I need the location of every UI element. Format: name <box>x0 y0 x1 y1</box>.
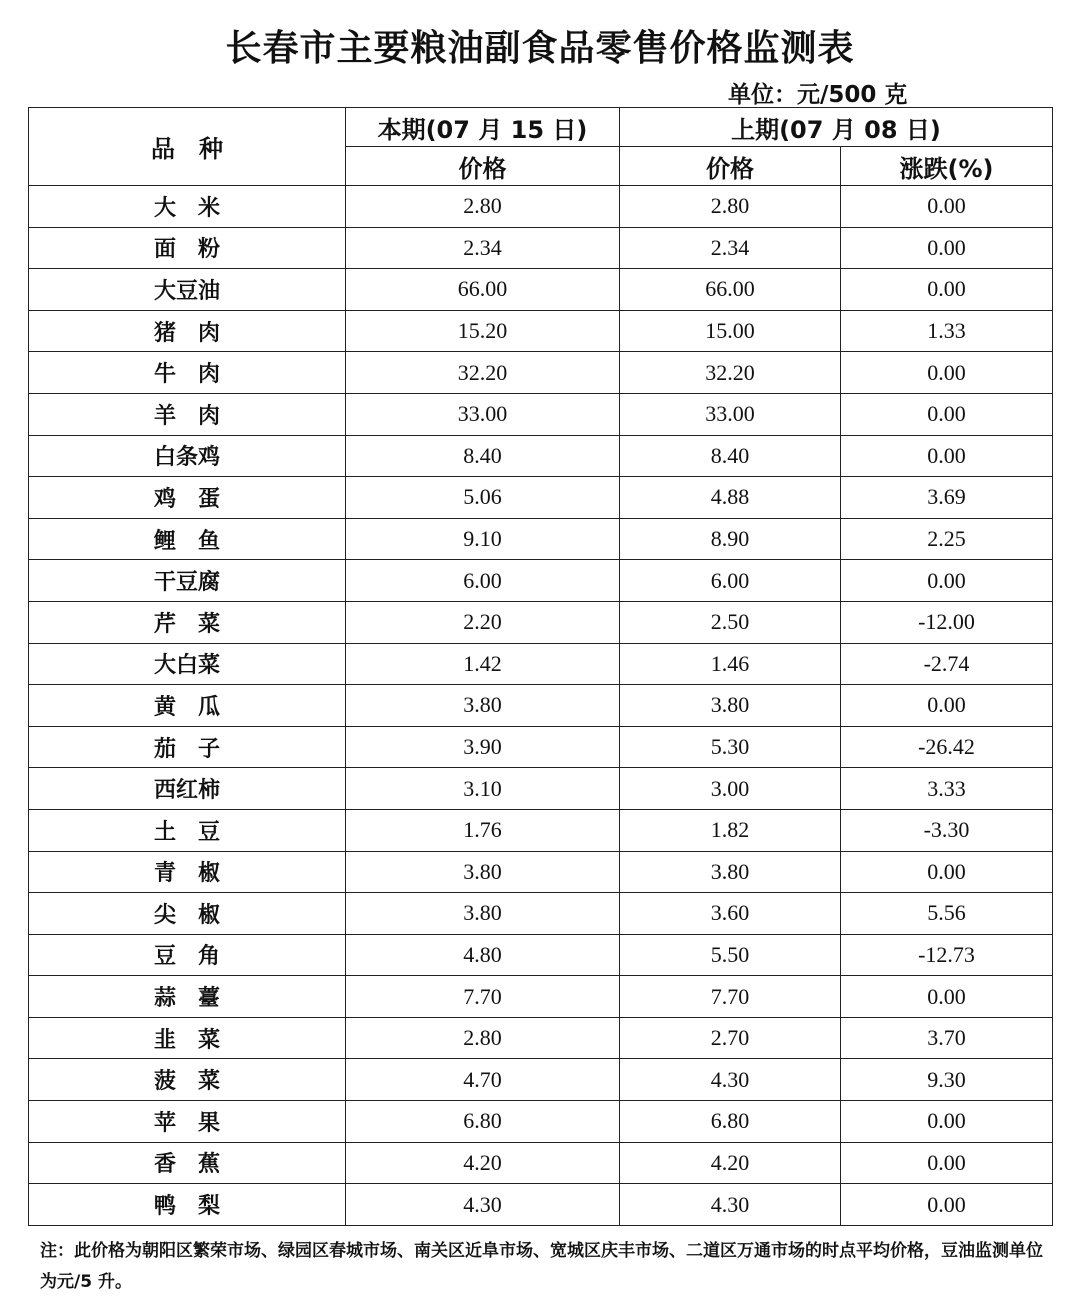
change-percent: -26.42 <box>841 726 1053 768</box>
table-row <box>29 1017 1053 1059</box>
item-name: 芹 菜 <box>29 601 346 643</box>
table-row <box>29 685 1053 727</box>
table-row <box>29 560 1053 602</box>
table-row <box>29 851 1053 893</box>
header-change: 涨跌(%) <box>841 147 1053 186</box>
current-price: 2.34 <box>346 227 620 269</box>
page-title: 长春市主要粮油副食品零售价格监测表 <box>225 28 855 69</box>
previous-price: 4.20 <box>620 1142 841 1184</box>
change-percent: 0.00 <box>841 560 1053 602</box>
change-percent: 0.00 <box>841 1142 1053 1184</box>
change-percent: 1.33 <box>841 310 1053 352</box>
previous-price: 15.00 <box>620 310 841 352</box>
item-name: 土 豆 <box>29 809 346 851</box>
current-price: 3.80 <box>346 851 620 893</box>
current-price: 6.00 <box>346 560 620 602</box>
change-percent: -3.30 <box>841 809 1053 851</box>
item-name: 猪 肉 <box>29 310 346 352</box>
table-row <box>29 1059 1053 1101</box>
change-percent: 3.69 <box>841 477 1053 519</box>
change-percent: 0.00 <box>841 393 1053 435</box>
change-percent: 0.00 <box>841 1184 1053 1226</box>
change-percent: 0.00 <box>841 352 1053 394</box>
item-name: 茄 子 <box>29 726 346 768</box>
current-price: 3.90 <box>346 726 620 768</box>
table-row <box>29 726 1053 768</box>
previous-price: 2.34 <box>620 227 841 269</box>
item-name: 鸭 梨 <box>29 1184 346 1226</box>
table-row <box>29 393 1053 435</box>
change-percent: 9.30 <box>841 1059 1053 1101</box>
item-name: 大白菜 <box>29 643 346 685</box>
item-name: 韭 菜 <box>29 1017 346 1059</box>
table-row <box>29 186 1053 228</box>
current-price: 1.76 <box>346 809 620 851</box>
table-row <box>29 1101 1053 1143</box>
current-price: 9.10 <box>346 518 620 560</box>
item-name: 香 蕉 <box>29 1142 346 1184</box>
change-percent: 0.00 <box>841 1101 1053 1143</box>
change-percent: -2.74 <box>841 643 1053 685</box>
table-row <box>29 227 1053 269</box>
change-percent: 0.00 <box>841 976 1053 1018</box>
item-name: 鸡 蛋 <box>29 477 346 519</box>
current-price: 5.06 <box>346 477 620 519</box>
table-row <box>29 352 1053 394</box>
price-table-body <box>29 108 1053 1226</box>
previous-price: 4.30 <box>620 1059 841 1101</box>
item-name: 大 米 <box>29 186 346 228</box>
table-row <box>29 809 1053 851</box>
change-percent: 3.70 <box>841 1017 1053 1059</box>
previous-price: 2.50 <box>620 601 841 643</box>
table-row <box>29 934 1053 976</box>
table-row <box>29 768 1053 810</box>
previous-price: 7.70 <box>620 976 841 1018</box>
current-price: 2.20 <box>346 601 620 643</box>
price-table <box>28 107 1053 1226</box>
header-variety: 品 种 <box>29 108 346 186</box>
table-row <box>29 435 1053 477</box>
change-percent: 0.00 <box>841 851 1053 893</box>
previous-price: 6.00 <box>620 560 841 602</box>
change-percent: 0.00 <box>841 685 1053 727</box>
table-row <box>29 518 1053 560</box>
previous-price: 1.46 <box>620 643 841 685</box>
current-price: 6.80 <box>346 1101 620 1143</box>
change-percent: 0.00 <box>841 269 1053 311</box>
previous-price: 5.50 <box>620 934 841 976</box>
previous-price: 5.30 <box>620 726 841 768</box>
change-percent: 5.56 <box>841 893 1053 935</box>
item-name: 大豆油 <box>29 269 346 311</box>
previous-price: 6.80 <box>620 1101 841 1143</box>
previous-price: 4.88 <box>620 477 841 519</box>
table-row <box>29 310 1053 352</box>
current-price: 4.20 <box>346 1142 620 1184</box>
current-price: 8.40 <box>346 435 620 477</box>
previous-price: 4.30 <box>620 1184 841 1226</box>
table-row <box>29 269 1053 311</box>
table-row <box>29 1184 1053 1226</box>
item-name: 鲤 鱼 <box>29 518 346 560</box>
previous-price: 33.00 <box>620 393 841 435</box>
header-current-period: 本期(07 月 15 日) <box>346 108 620 147</box>
change-percent: 0.00 <box>841 435 1053 477</box>
previous-price: 1.82 <box>620 809 841 851</box>
footnote: 注：此价格为朝阳区繁荣市场、绿园区春城市场、南关区近阜市场、宽城区庆丰市场、二道区万通市场的时点平均价格，豆油监测单位为元/5 升。 <box>40 1241 1043 1292</box>
item-name: 尖 椒 <box>29 893 346 935</box>
item-name: 面 粉 <box>29 227 346 269</box>
table-row <box>29 477 1053 519</box>
unit-label: 单位：元/500 克 <box>728 82 908 108</box>
current-price: 4.70 <box>346 1059 620 1101</box>
change-percent: 2.25 <box>841 518 1053 560</box>
previous-price: 32.20 <box>620 352 841 394</box>
previous-price: 66.00 <box>620 269 841 311</box>
previous-price: 2.70 <box>620 1017 841 1059</box>
change-percent: -12.00 <box>841 601 1053 643</box>
table-row <box>29 976 1053 1018</box>
item-name: 青 椒 <box>29 851 346 893</box>
item-name: 干豆腐 <box>29 560 346 602</box>
change-percent: 0.00 <box>841 186 1053 228</box>
previous-price: 3.80 <box>620 851 841 893</box>
current-price: 3.80 <box>346 685 620 727</box>
header-price-previous: 价格 <box>620 147 841 186</box>
previous-price: 8.90 <box>620 518 841 560</box>
item-name: 牛 肉 <box>29 352 346 394</box>
item-name: 蒜 薹 <box>29 976 346 1018</box>
header-previous-period: 上期(07 月 08 日) <box>620 108 1053 147</box>
current-price: 33.00 <box>346 393 620 435</box>
item-name: 白条鸡 <box>29 435 346 477</box>
current-price: 2.80 <box>346 186 620 228</box>
change-percent: -12.73 <box>841 934 1053 976</box>
item-name: 羊 肉 <box>29 393 346 435</box>
item-name: 黄 瓜 <box>29 685 346 727</box>
previous-price: 3.60 <box>620 893 841 935</box>
table-row <box>29 601 1053 643</box>
change-percent: 0.00 <box>841 227 1053 269</box>
current-price: 2.80 <box>346 1017 620 1059</box>
header-price-current: 价格 <box>346 147 620 186</box>
current-price: 3.10 <box>346 768 620 810</box>
item-name: 豆 角 <box>29 934 346 976</box>
current-price: 4.80 <box>346 934 620 976</box>
previous-price: 2.80 <box>620 186 841 228</box>
table-row <box>29 643 1053 685</box>
change-percent: 3.33 <box>841 768 1053 810</box>
current-price: 7.70 <box>346 976 620 1018</box>
current-price: 15.20 <box>346 310 620 352</box>
current-price: 3.80 <box>346 893 620 935</box>
current-price: 4.30 <box>346 1184 620 1226</box>
current-price: 1.42 <box>346 643 620 685</box>
header-row-1 <box>29 108 1053 147</box>
previous-price: 8.40 <box>620 435 841 477</box>
previous-price: 3.80 <box>620 685 841 727</box>
current-price: 66.00 <box>346 269 620 311</box>
previous-price: 3.00 <box>620 768 841 810</box>
item-name: 西红柿 <box>29 768 346 810</box>
current-price: 32.20 <box>346 352 620 394</box>
item-name: 菠 菜 <box>29 1059 346 1101</box>
item-name: 苹 果 <box>29 1101 346 1143</box>
table-row <box>29 1142 1053 1184</box>
table-row <box>29 893 1053 935</box>
